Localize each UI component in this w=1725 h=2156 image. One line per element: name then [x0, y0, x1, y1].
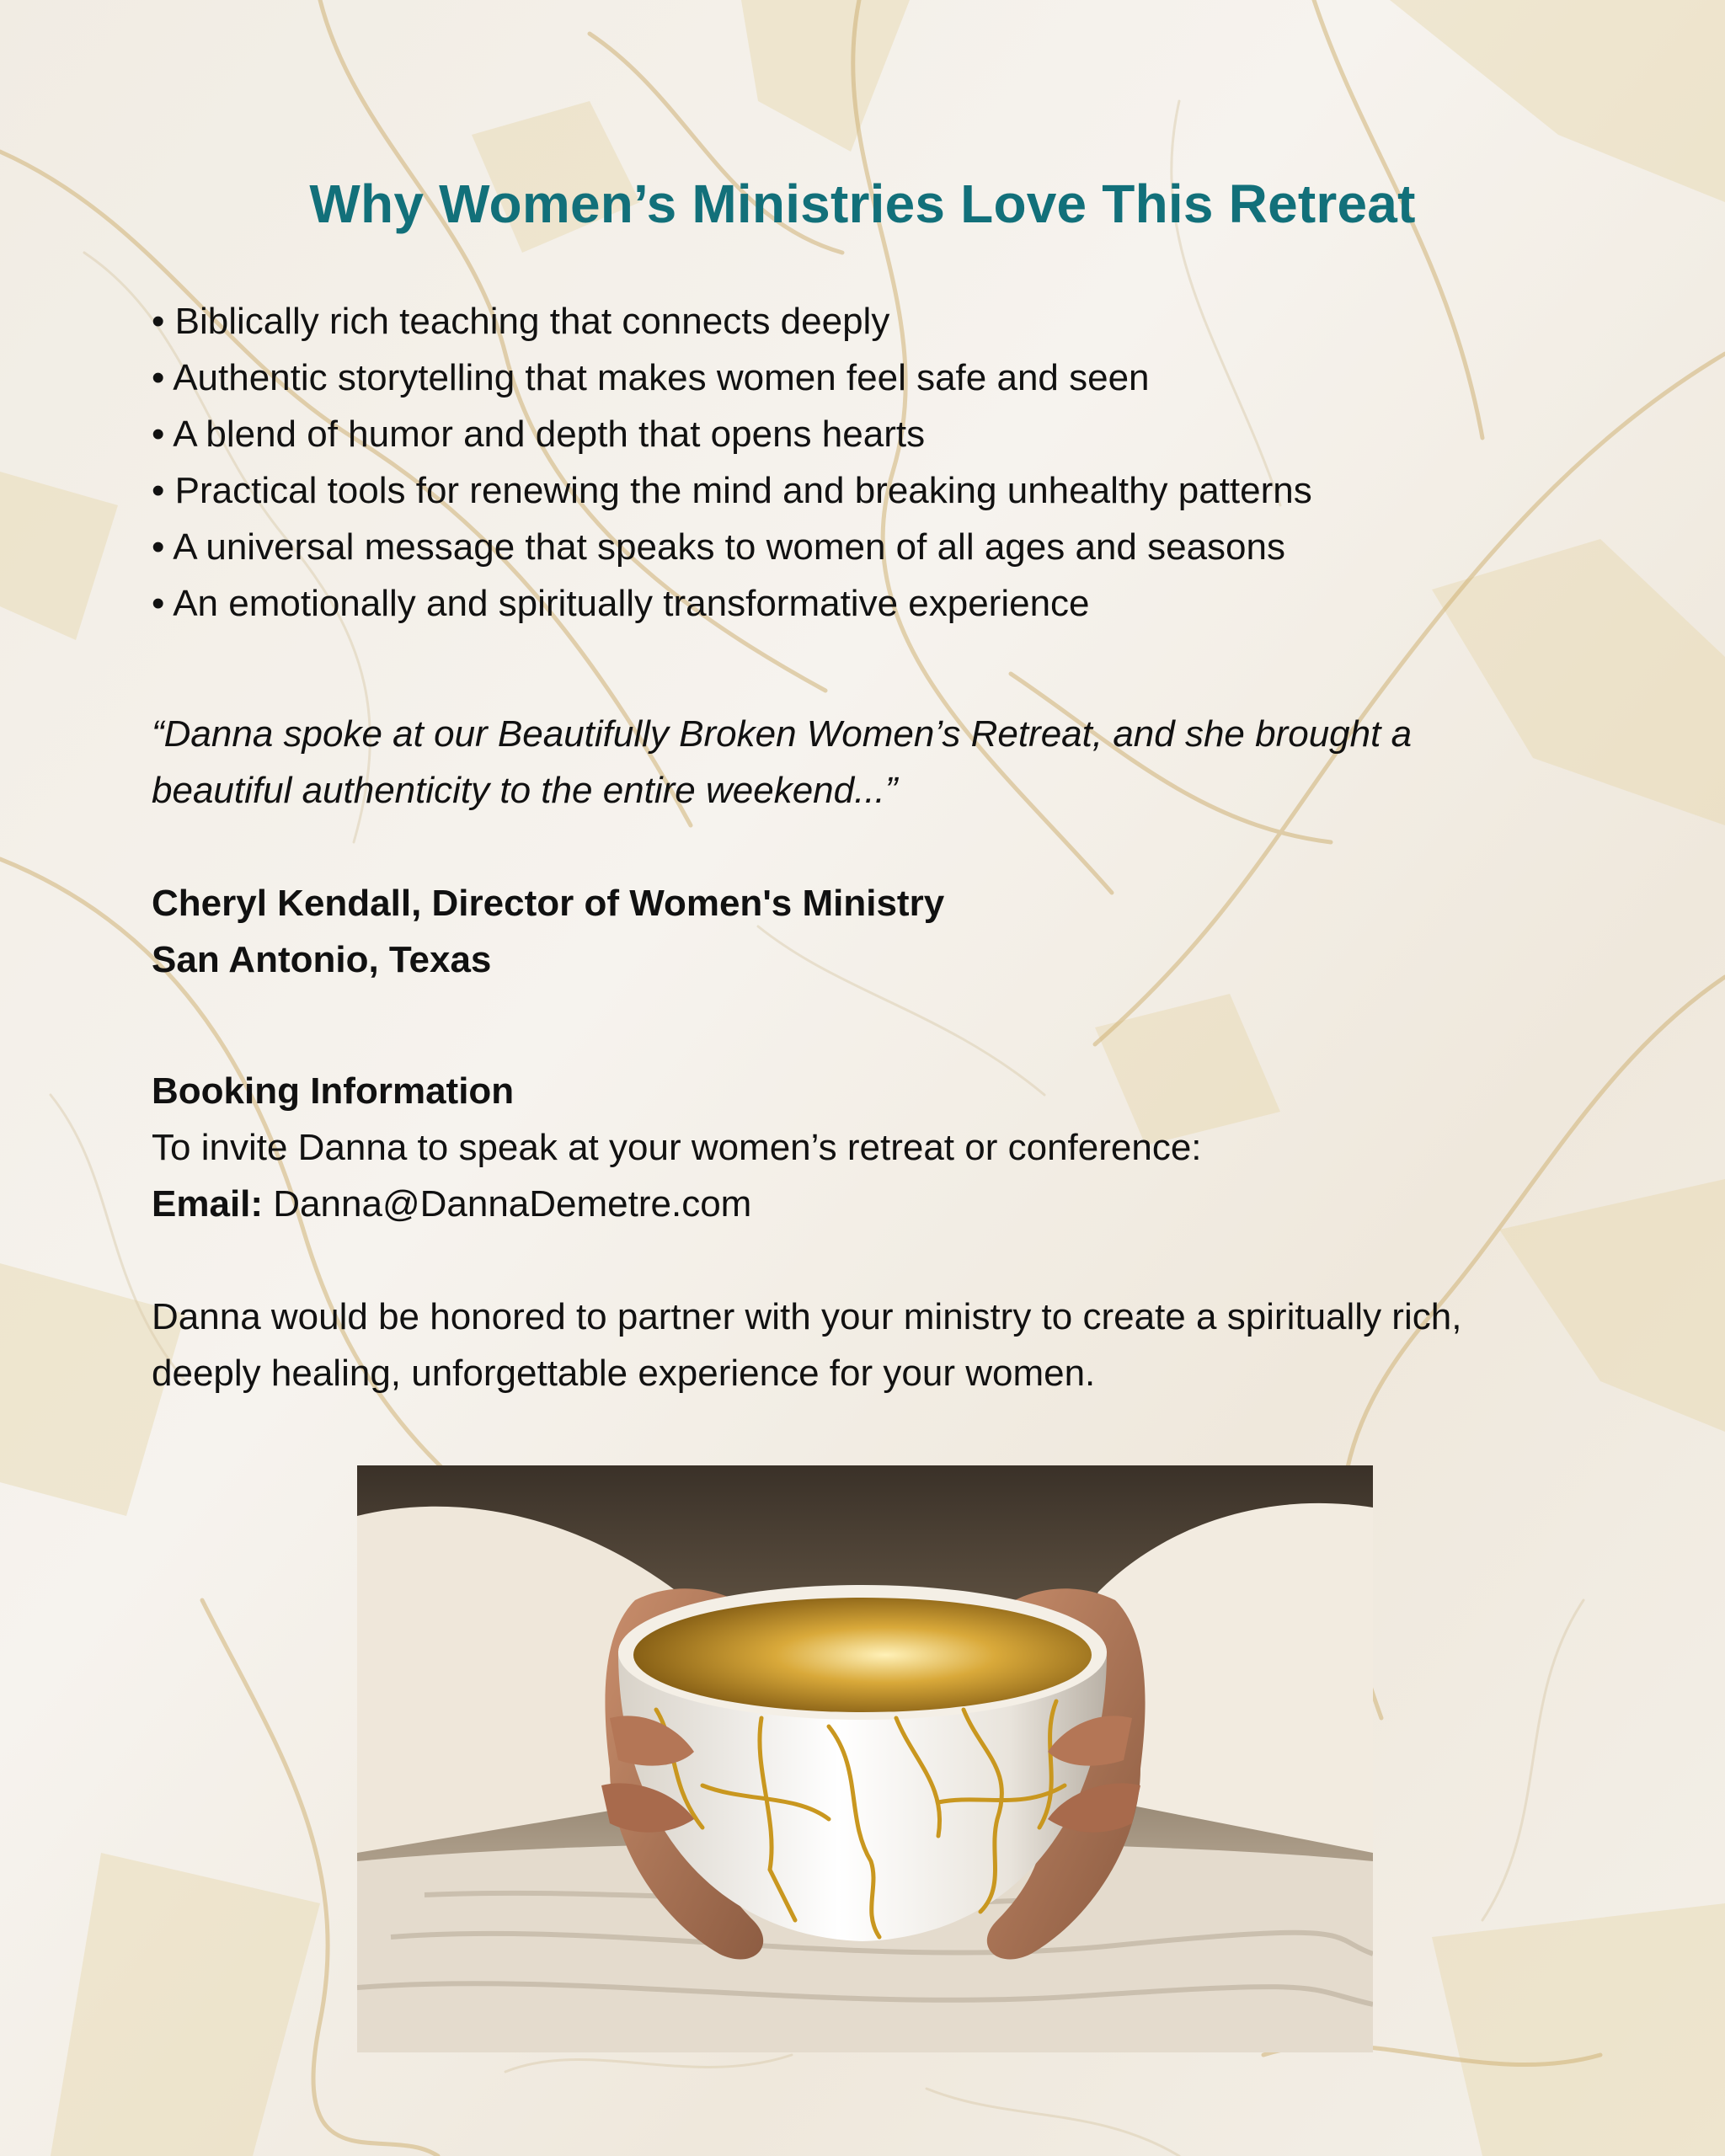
- list-item: • An emotionally and spiritually transformative experience: [152, 583, 1090, 624]
- booking-invite-text: To invite Danna to speak at your women’s retreat or conference:: [152, 1127, 1202, 1168]
- list-item: • A blend of humor and depth that opens hearts: [152, 414, 926, 455]
- attribution-location: San Antonio, Texas: [152, 939, 492, 980]
- page-title: Why Women’s Ministries Love This Retreat: [309, 173, 1416, 234]
- email-link[interactable]: Danna@DannaDemetre.com: [273, 1183, 752, 1225]
- kintsugi-bowl-photo: [357, 1465, 1373, 2052]
- booking-email-row: [152, 1176, 1634, 1232]
- email-label: Email:: [152, 1183, 264, 1225]
- list-item: • Authentic storytelling that makes women feel safe and seen: [152, 357, 1150, 398]
- closing-line: Danna would be honored to partner with your ministry to create a spiritually rich,: [152, 1296, 1462, 1337]
- booking-section: [152, 1063, 1634, 1232]
- attribution-name: Cheryl Kendall, Director of Women's Ministry: [152, 883, 945, 924]
- testimonial-attribution: [152, 875, 1583, 988]
- list-item: • Biblically rich teaching that connects deeply: [152, 301, 890, 342]
- list-item: • Practical tools for renewing the mind and breaking unhealthy patterns: [152, 470, 1312, 511]
- quote-line: beautiful authenticity to the entire weekend...”: [152, 770, 898, 811]
- booking-heading: Booking Information: [152, 1070, 515, 1112]
- benefits-list: [152, 293, 1634, 632]
- testimonial-quote: [152, 706, 1583, 819]
- quote-line: “Danna spoke at our Beautifully Broken Women’s Retreat, and she brought a: [152, 713, 1413, 755]
- closing-line: deeply healing, unforgettable experience for your women.: [152, 1353, 1096, 1394]
- closing-paragraph: [152, 1289, 1583, 1401]
- list-item: • A universal message that speaks to women of all ages and seasons: [152, 526, 1285, 568]
